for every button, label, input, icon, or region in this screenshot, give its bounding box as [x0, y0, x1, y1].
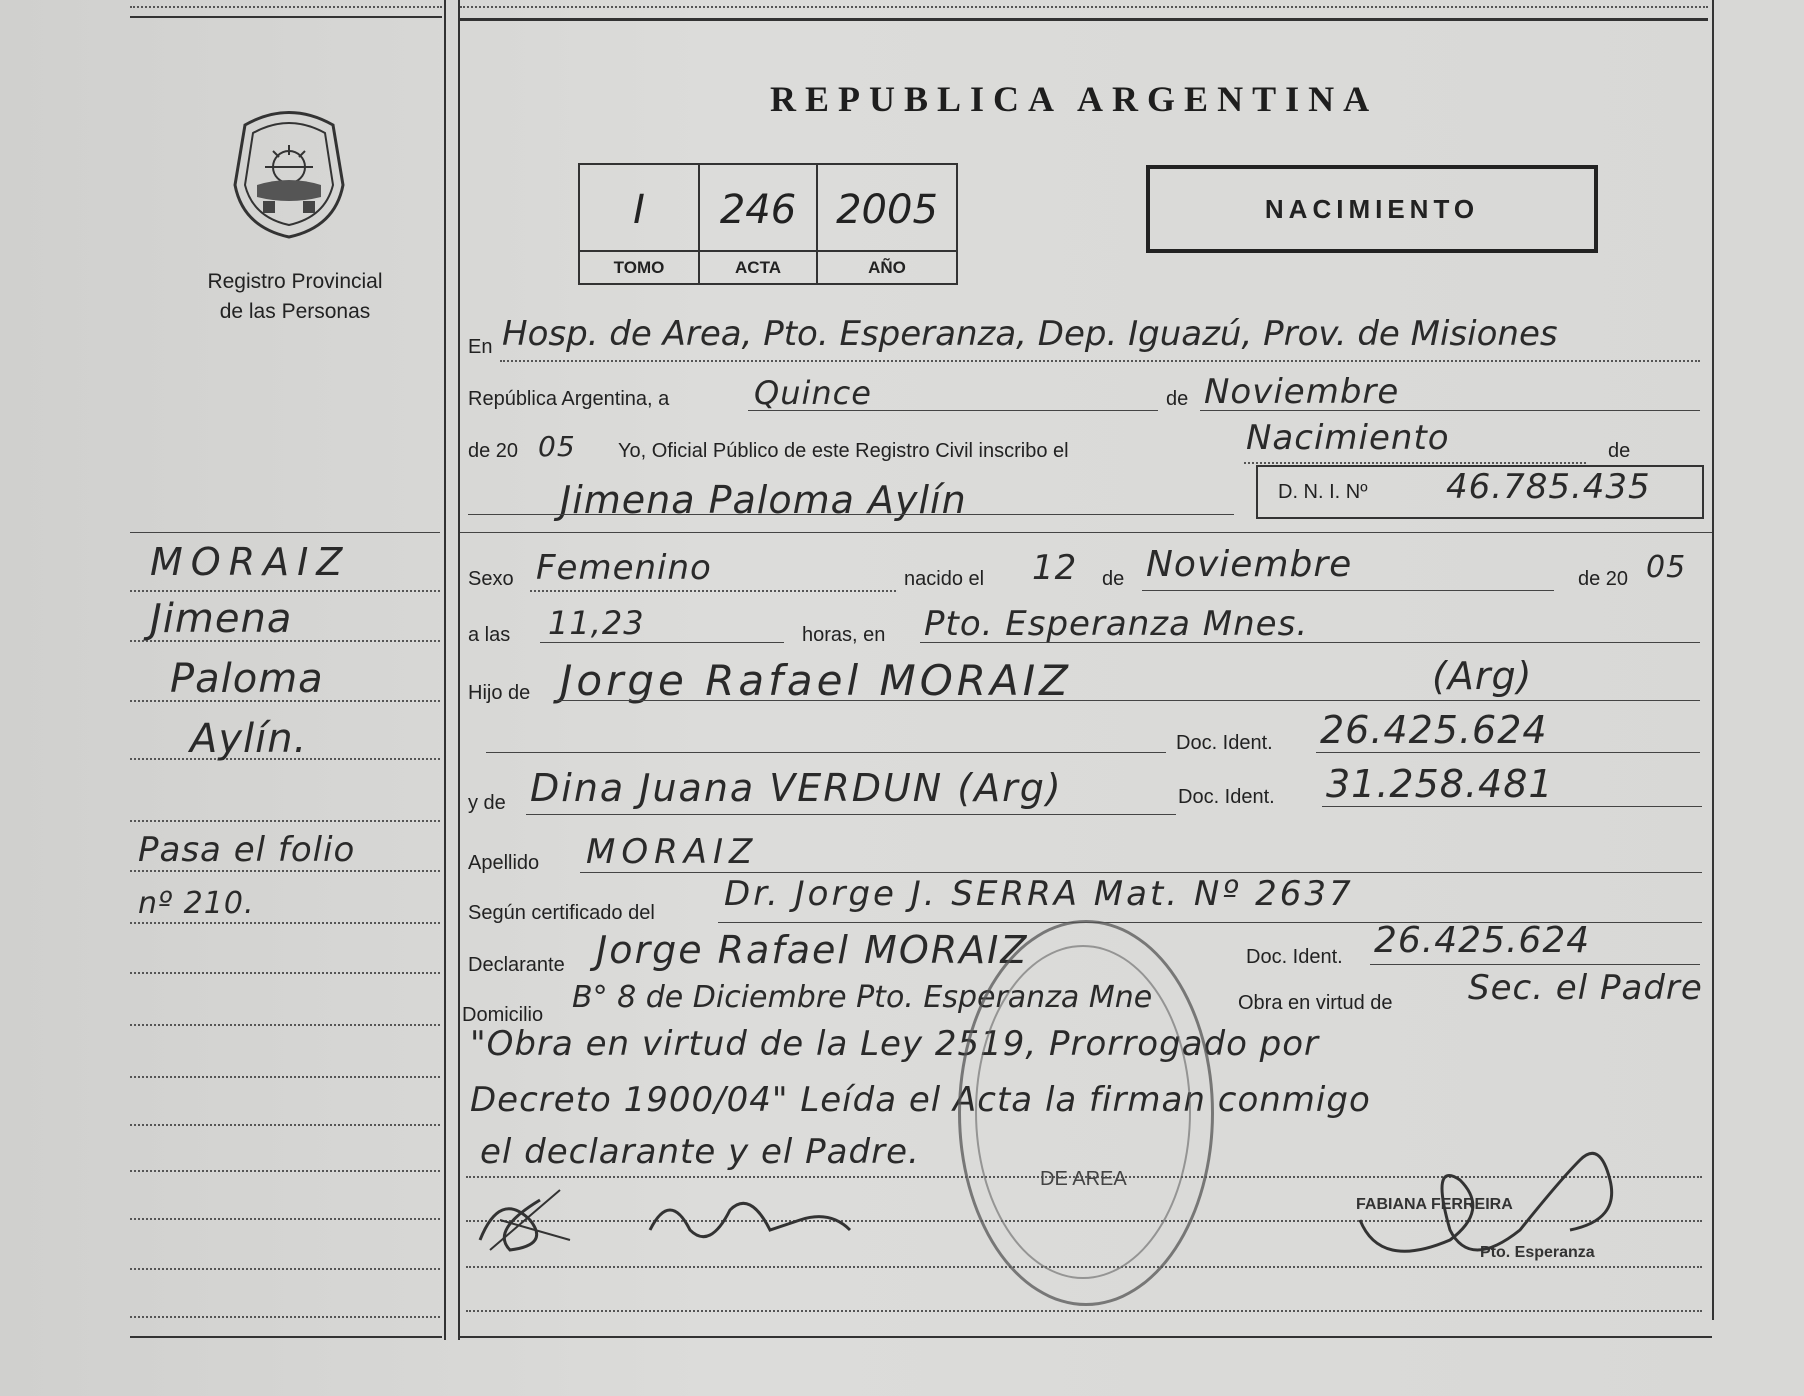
- margin-line: [130, 870, 440, 872]
- day-written: Quince: [754, 374, 872, 412]
- fill-line: [920, 642, 1700, 643]
- registry-name-line1: Registro Provincial: [207, 270, 383, 293]
- column-divider-left: [444, 0, 446, 1340]
- label-de-acto: de: [1608, 440, 1631, 462]
- act-written: Nacimiento: [1246, 418, 1450, 458]
- fill-line: [748, 410, 1158, 411]
- label-de-mes: de: [1166, 388, 1189, 410]
- fill-line: [1322, 806, 1702, 807]
- label-declarante: Declarante: [468, 954, 565, 976]
- place-of-registration: Hosp. de Area, Pto. Esperanza, Dep. Iguazú, Prov. de Misiones: [502, 314, 1558, 354]
- label-nacido-el: nacido el: [904, 568, 985, 590]
- month-written: Noviembre: [1204, 372, 1400, 412]
- fill-line: [466, 1310, 1702, 1312]
- label-en: En: [468, 336, 493, 358]
- margin-line: [130, 1076, 440, 1078]
- acta-label: ACTA: [700, 250, 816, 278]
- margin-firstname: Jimena: [150, 596, 293, 642]
- section-rule: [460, 532, 1712, 533]
- surname-value: MORAIZ: [586, 832, 759, 872]
- fill-line: [468, 514, 1234, 515]
- ano-value: 2005: [836, 187, 938, 233]
- officer-name: FABIANA FERREIRA: [1356, 1196, 1513, 1213]
- registered-name: Jimena Paloma Aylín: [560, 478, 967, 522]
- label-segun-certificado: Según certificado del: [468, 902, 655, 924]
- margin-line: [130, 1024, 440, 1026]
- fill-line: [1316, 752, 1700, 753]
- dni-number: 46.785.435: [1446, 467, 1651, 507]
- top-dotted-left: [130, 6, 442, 8]
- father-document: 26.425.624: [1320, 708, 1548, 752]
- label-de-nac-mes: de: [1102, 568, 1125, 590]
- top-rule-left: [130, 16, 442, 18]
- fill-line: [556, 700, 1700, 701]
- margin-note-number: nº 210.: [138, 886, 255, 921]
- label-doc-ident-declarante: Doc. Ident.: [1246, 946, 1343, 968]
- top-dotted-right: [460, 6, 1708, 8]
- margin-note-folio: Pasa el folio: [138, 830, 356, 870]
- label-dni: D. N. I. Nº: [1278, 481, 1368, 503]
- stamp-text: DE AREA: [1040, 1168, 1127, 1190]
- note-line-3: el declarante y el Padre.: [480, 1132, 920, 1172]
- record-number-table: [578, 163, 958, 285]
- label-sexo: Sexo: [468, 568, 514, 590]
- note-line-1: "Obra en virtud de la Ley 2519, Prorrogado por: [470, 1024, 1320, 1064]
- tomo-value: I: [633, 187, 645, 233]
- fill-line: [580, 872, 1702, 873]
- father-nationality: (Arg): [1432, 654, 1533, 698]
- margin-line: [130, 1218, 440, 1220]
- address-value: B° 8 de Diciembre Pto. Esperanza Mne: [572, 980, 1153, 1015]
- label-y-de: y de: [468, 792, 506, 814]
- ano-cell: [818, 165, 956, 283]
- bottom-rule-left: [130, 1336, 442, 1338]
- right-edge: [1712, 0, 1714, 1320]
- label-yo-oficial: Yo, Oficial Público de este Registro Civil inscribo el: [618, 440, 1069, 462]
- margin-line: [130, 1268, 440, 1270]
- label-horas-en: horas, en: [802, 624, 886, 646]
- margin-line: [130, 1124, 440, 1126]
- label-a-las: a las: [468, 624, 511, 646]
- obra-value: Sec. el Padre: [1468, 968, 1703, 1008]
- label-de-20-nac: de 20: [1578, 568, 1629, 590]
- margin-middlename: Paloma: [170, 656, 324, 702]
- margin-line: [130, 1316, 440, 1318]
- certifying-doctor: Dr. Jorge J. SERRA Mat. Nº 2637: [724, 874, 1354, 914]
- fill-line: [500, 360, 1700, 362]
- margin-line: [130, 922, 440, 924]
- country-title: REPUBLICA ARGENTINA: [770, 79, 1379, 119]
- acta-value: 246: [719, 187, 797, 233]
- dni-box: [1256, 465, 1704, 519]
- sex-value: Femenino: [536, 548, 712, 588]
- birth-hour: 11,23: [548, 604, 645, 642]
- officer-office: Pto. Esperanza: [1480, 1244, 1595, 1261]
- fill-line: [1244, 462, 1586, 464]
- birth-place: Pto. Esperanza Mnes.: [924, 604, 1309, 644]
- birth-day: 12: [1032, 548, 1078, 588]
- label-republica: República Argentina, a: [468, 388, 670, 410]
- act-type-box: NACIMIENTO: [1146, 165, 1598, 253]
- acta-cell: [700, 165, 818, 283]
- declarant-document: 26.425.624: [1374, 920, 1591, 961]
- birth-month: Noviembre: [1146, 544, 1353, 585]
- tomo-label: TOMO: [580, 250, 698, 278]
- year-suffix: 05: [538, 430, 576, 463]
- top-rule-right: [460, 18, 1708, 21]
- fill-line: [540, 642, 784, 643]
- label-doc-ident-madre: Doc. Ident.: [1178, 786, 1275, 808]
- official-stamp-inner-icon: [975, 945, 1191, 1279]
- registry-name-line2: de las Personas: [219, 300, 371, 323]
- margin-line: [130, 1170, 440, 1172]
- fill-line: [530, 590, 896, 592]
- margin-line: [130, 590, 440, 592]
- birth-year-suffix: 05: [1646, 550, 1687, 585]
- margin-surname: MORAIZ: [150, 540, 351, 584]
- fill-line: [486, 752, 1166, 753]
- tomo-cell: [580, 165, 700, 283]
- margin-line: [130, 972, 440, 974]
- mother-name: Dina Juana VERDUN (Arg): [530, 766, 1063, 810]
- fill-line: [1370, 964, 1700, 965]
- label-obra: Obra en virtud de: [1238, 992, 1393, 1014]
- fill-line: [1200, 410, 1700, 411]
- declarant-signature-icon: [470, 1150, 890, 1260]
- label-doc-ident-padre: Doc. Ident.: [1176, 732, 1273, 754]
- bottom-rule-right: [460, 1336, 1712, 1338]
- label-de-20: de 20: [468, 440, 519, 462]
- column-divider-right: [458, 0, 460, 1340]
- father-name: Jorge Rafael MORAIZ: [560, 656, 1072, 705]
- margin-thirdname: Aylín.: [190, 716, 308, 762]
- fill-line: [1142, 590, 1554, 591]
- label-apellido: Apellido: [468, 852, 540, 874]
- margin-rule-top: [130, 532, 440, 533]
- margin-line: [130, 820, 440, 822]
- fill-line: [526, 814, 1176, 815]
- declarant-name: Jorge Rafael MORAIZ: [596, 928, 1029, 972]
- ano-label: AÑO: [818, 250, 956, 278]
- label-hijo-de: Hijo de: [468, 682, 531, 704]
- provincial-seal-icon: [225, 105, 353, 240]
- note-line-2: Decreto 1900/04" Leída el Acta la firman conmigo: [470, 1080, 1371, 1120]
- mother-document: 31.258.481: [1326, 762, 1554, 806]
- label-domicilio: Domicilio: [462, 1004, 544, 1026]
